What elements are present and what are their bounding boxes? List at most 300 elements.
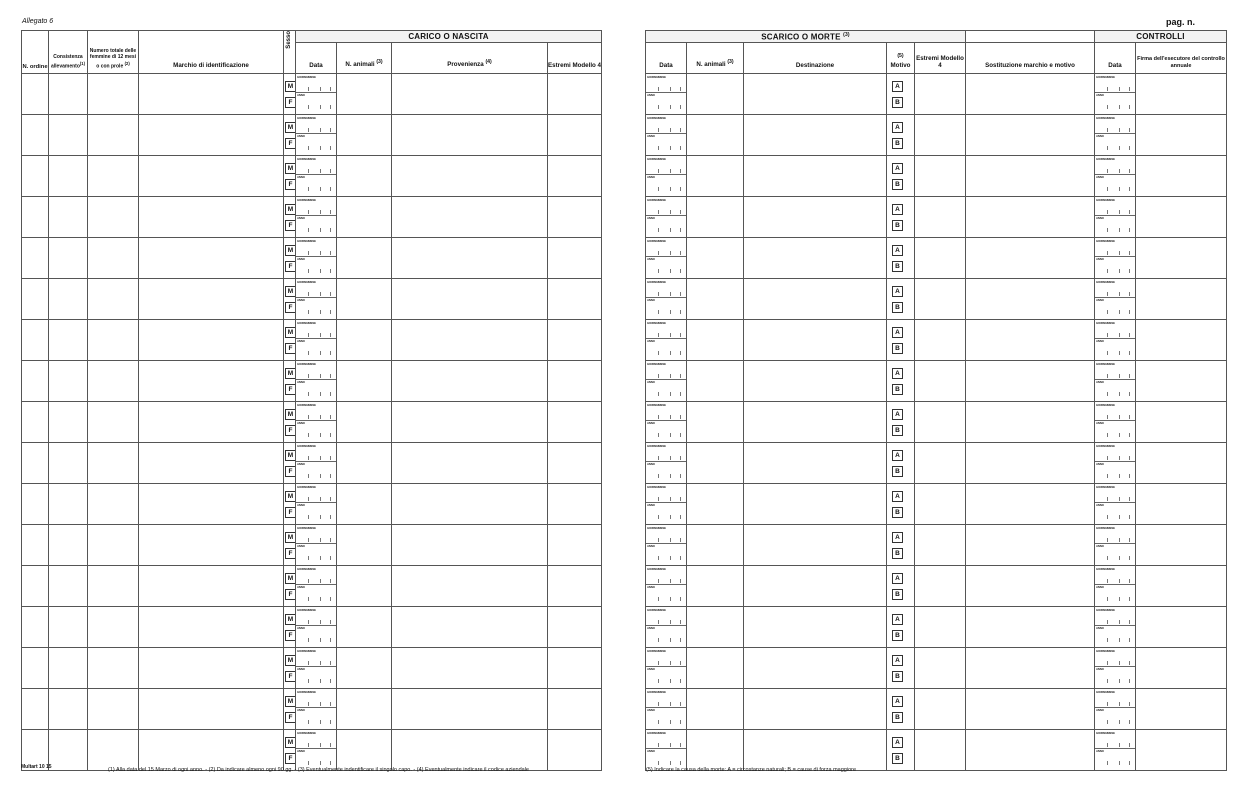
- cell-provenienza[interactable]: [392, 484, 548, 525]
- cell-marchio[interactable]: [139, 566, 284, 607]
- cell-femmine[interactable]: [88, 648, 139, 689]
- cell-firma[interactable]: [1136, 74, 1227, 115]
- cell-destinazione[interactable]: [744, 648, 887, 689]
- cell-controlli-data[interactable]: [1095, 484, 1136, 525]
- sex-f-checkbox[interactable]: F: [285, 671, 296, 682]
- cell-consistenza[interactable]: [49, 197, 88, 238]
- cell-consistenza[interactable]: [49, 730, 88, 771]
- cell-r-n-animali[interactable]: [687, 730, 744, 771]
- sex-f-checkbox[interactable]: F: [285, 220, 296, 231]
- cell-consistenza[interactable]: [49, 566, 88, 607]
- cell-femmine[interactable]: [88, 74, 139, 115]
- sex-m-checkbox[interactable]: M: [285, 81, 296, 92]
- cell-r-estremi[interactable]: [915, 484, 966, 525]
- sex-f-checkbox[interactable]: F: [285, 384, 296, 395]
- cell-consistenza[interactable]: [49, 361, 88, 402]
- cell-estremi[interactable]: [548, 279, 602, 320]
- cell-firma[interactable]: [1136, 361, 1227, 402]
- cell-r-n-animali[interactable]: [687, 238, 744, 279]
- cell-n-animali[interactable]: [337, 730, 392, 771]
- cell-data[interactable]: [296, 730, 337, 771]
- cell-n-ordine[interactable]: [22, 443, 49, 484]
- sex-f-checkbox[interactable]: F: [285, 179, 296, 190]
- cell-r-estremi[interactable]: [915, 566, 966, 607]
- cell-marchio[interactable]: [139, 607, 284, 648]
- cell-firma[interactable]: [1136, 443, 1227, 484]
- cell-destinazione[interactable]: [744, 279, 887, 320]
- cell-r-data[interactable]: [646, 320, 687, 361]
- cell-r-n-animali[interactable]: [687, 525, 744, 566]
- cell-n-ordine[interactable]: [22, 197, 49, 238]
- cell-n-ordine[interactable]: [22, 484, 49, 525]
- sex-f-checkbox[interactable]: F: [285, 507, 296, 518]
- cell-n-animali[interactable]: [337, 238, 392, 279]
- cell-data[interactable]: [296, 689, 337, 730]
- cell-femmine[interactable]: [88, 279, 139, 320]
- cell-consistenza[interactable]: [49, 648, 88, 689]
- cell-n-ordine[interactable]: [22, 525, 49, 566]
- cell-provenienza[interactable]: [392, 443, 548, 484]
- sex-m-checkbox[interactable]: M: [285, 368, 296, 379]
- cell-r-data[interactable]: [646, 566, 687, 607]
- sex-f-checkbox[interactable]: F: [285, 712, 296, 723]
- cell-firma[interactable]: [1136, 115, 1227, 156]
- motivo-b-checkbox[interactable]: B: [892, 179, 903, 190]
- cell-sostituzione[interactable]: [966, 443, 1095, 484]
- cell-r-data[interactable]: [646, 156, 687, 197]
- cell-consistenza[interactable]: [49, 484, 88, 525]
- cell-data[interactable]: [296, 74, 337, 115]
- cell-data[interactable]: [296, 361, 337, 402]
- motivo-b-checkbox[interactable]: B: [892, 753, 903, 764]
- cell-n-ordine[interactable]: [22, 566, 49, 607]
- cell-estremi[interactable]: [548, 607, 602, 648]
- cell-estremi[interactable]: [548, 361, 602, 402]
- cell-r-n-animali[interactable]: [687, 156, 744, 197]
- cell-n-animali[interactable]: [337, 361, 392, 402]
- cell-r-data[interactable]: [646, 361, 687, 402]
- cell-estremi[interactable]: [548, 115, 602, 156]
- cell-provenienza[interactable]: [392, 74, 548, 115]
- cell-n-animali[interactable]: [337, 74, 392, 115]
- cell-sostituzione[interactable]: [966, 279, 1095, 320]
- cell-r-n-animali[interactable]: [687, 484, 744, 525]
- cell-sostituzione[interactable]: [966, 689, 1095, 730]
- cell-r-n-animali[interactable]: [687, 197, 744, 238]
- cell-marchio[interactable]: [139, 279, 284, 320]
- sex-m-checkbox[interactable]: M: [285, 327, 296, 338]
- motivo-b-checkbox[interactable]: B: [892, 302, 903, 313]
- sex-f-checkbox[interactable]: F: [285, 466, 296, 477]
- motivo-a-checkbox[interactable]: A: [892, 655, 903, 666]
- cell-controlli-data[interactable]: [1095, 730, 1136, 771]
- cell-sostituzione[interactable]: [966, 484, 1095, 525]
- cell-firma[interactable]: [1136, 525, 1227, 566]
- cell-destinazione[interactable]: [744, 607, 887, 648]
- cell-femmine[interactable]: [88, 156, 139, 197]
- sex-m-checkbox[interactable]: M: [285, 614, 296, 625]
- cell-r-n-animali[interactable]: [687, 361, 744, 402]
- cell-provenienza[interactable]: [392, 525, 548, 566]
- cell-data[interactable]: [296, 156, 337, 197]
- cell-data[interactable]: [296, 197, 337, 238]
- motivo-a-checkbox[interactable]: A: [892, 614, 903, 625]
- cell-marchio[interactable]: [139, 402, 284, 443]
- cell-sostituzione[interactable]: [966, 361, 1095, 402]
- motivo-a-checkbox[interactable]: A: [892, 532, 903, 543]
- motivo-a-checkbox[interactable]: A: [892, 163, 903, 174]
- cell-estremi[interactable]: [548, 484, 602, 525]
- cell-firma[interactable]: [1136, 402, 1227, 443]
- cell-femmine[interactable]: [88, 607, 139, 648]
- cell-n-animali[interactable]: [337, 607, 392, 648]
- sex-f-checkbox[interactable]: F: [285, 630, 296, 641]
- cell-provenienza[interactable]: [392, 361, 548, 402]
- motivo-a-checkbox[interactable]: A: [892, 204, 903, 215]
- sex-m-checkbox[interactable]: M: [285, 286, 296, 297]
- cell-sostituzione[interactable]: [966, 566, 1095, 607]
- cell-destinazione[interactable]: [744, 238, 887, 279]
- cell-r-estremi[interactable]: [915, 402, 966, 443]
- cell-controlli-data[interactable]: [1095, 689, 1136, 730]
- cell-sostituzione[interactable]: [966, 197, 1095, 238]
- motivo-a-checkbox[interactable]: A: [892, 245, 903, 256]
- cell-n-animali[interactable]: [337, 279, 392, 320]
- sex-m-checkbox[interactable]: M: [285, 655, 296, 666]
- cell-marchio[interactable]: [139, 730, 284, 771]
- motivo-a-checkbox[interactable]: A: [892, 327, 903, 338]
- cell-firma[interactable]: [1136, 648, 1227, 689]
- cell-r-n-animali[interactable]: [687, 689, 744, 730]
- motivo-b-checkbox[interactable]: B: [892, 671, 903, 682]
- cell-marchio[interactable]: [139, 443, 284, 484]
- cell-n-ordine[interactable]: [22, 402, 49, 443]
- cell-r-data[interactable]: [646, 689, 687, 730]
- cell-consistenza[interactable]: [49, 607, 88, 648]
- cell-destinazione[interactable]: [744, 730, 887, 771]
- cell-consistenza[interactable]: [49, 689, 88, 730]
- sex-m-checkbox[interactable]: M: [285, 409, 296, 420]
- cell-r-data[interactable]: [646, 525, 687, 566]
- cell-estremi[interactable]: [548, 730, 602, 771]
- cell-r-estremi[interactable]: [915, 156, 966, 197]
- cell-controlli-data[interactable]: [1095, 197, 1136, 238]
- cell-destinazione[interactable]: [744, 484, 887, 525]
- cell-destinazione[interactable]: [744, 566, 887, 607]
- cell-femmine[interactable]: [88, 525, 139, 566]
- cell-r-estremi[interactable]: [915, 525, 966, 566]
- motivo-a-checkbox[interactable]: A: [892, 737, 903, 748]
- cell-destinazione[interactable]: [744, 74, 887, 115]
- cell-r-data[interactable]: [646, 279, 687, 320]
- cell-r-n-animali[interactable]: [687, 279, 744, 320]
- cell-r-n-animali[interactable]: [687, 607, 744, 648]
- cell-destinazione[interactable]: [744, 443, 887, 484]
- motivo-b-checkbox[interactable]: B: [892, 97, 903, 108]
- cell-controlli-data[interactable]: [1095, 402, 1136, 443]
- sex-f-checkbox[interactable]: F: [285, 425, 296, 436]
- cell-firma[interactable]: [1136, 279, 1227, 320]
- cell-data[interactable]: [296, 484, 337, 525]
- cell-r-estremi[interactable]: [915, 730, 966, 771]
- motivo-b-checkbox[interactable]: B: [892, 384, 903, 395]
- cell-provenienza[interactable]: [392, 238, 548, 279]
- cell-sostituzione[interactable]: [966, 238, 1095, 279]
- cell-estremi[interactable]: [548, 402, 602, 443]
- motivo-b-checkbox[interactable]: B: [892, 589, 903, 600]
- motivo-a-checkbox[interactable]: A: [892, 409, 903, 420]
- cell-r-n-animali[interactable]: [687, 115, 744, 156]
- cell-marchio[interactable]: [139, 361, 284, 402]
- cell-controlli-data[interactable]: [1095, 525, 1136, 566]
- motivo-b-checkbox[interactable]: B: [892, 343, 903, 354]
- cell-r-estremi[interactable]: [915, 197, 966, 238]
- cell-r-estremi[interactable]: [915, 443, 966, 484]
- cell-marchio[interactable]: [139, 525, 284, 566]
- cell-r-estremi[interactable]: [915, 238, 966, 279]
- cell-sostituzione[interactable]: [966, 730, 1095, 771]
- cell-controlli-data[interactable]: [1095, 156, 1136, 197]
- cell-destinazione[interactable]: [744, 525, 887, 566]
- cell-provenienza[interactable]: [392, 279, 548, 320]
- cell-controlli-data[interactable]: [1095, 443, 1136, 484]
- sex-m-checkbox[interactable]: M: [285, 696, 296, 707]
- cell-r-data[interactable]: [646, 238, 687, 279]
- cell-estremi[interactable]: [548, 525, 602, 566]
- cell-provenienza[interactable]: [392, 689, 548, 730]
- cell-sostituzione[interactable]: [966, 156, 1095, 197]
- cell-n-ordine[interactable]: [22, 74, 49, 115]
- cell-estremi[interactable]: [548, 238, 602, 279]
- cell-r-data[interactable]: [646, 607, 687, 648]
- cell-consistenza[interactable]: [49, 525, 88, 566]
- motivo-a-checkbox[interactable]: A: [892, 122, 903, 133]
- sex-m-checkbox[interactable]: M: [285, 245, 296, 256]
- cell-provenienza[interactable]: [392, 197, 548, 238]
- motivo-b-checkbox[interactable]: B: [892, 220, 903, 231]
- motivo-a-checkbox[interactable]: A: [892, 286, 903, 297]
- cell-estremi[interactable]: [548, 648, 602, 689]
- cell-marchio[interactable]: [139, 156, 284, 197]
- cell-firma[interactable]: [1136, 320, 1227, 361]
- cell-controlli-data[interactable]: [1095, 115, 1136, 156]
- cell-destinazione[interactable]: [744, 402, 887, 443]
- cell-marchio[interactable]: [139, 115, 284, 156]
- cell-n-animali[interactable]: [337, 689, 392, 730]
- cell-destinazione[interactable]: [744, 689, 887, 730]
- cell-firma[interactable]: [1136, 156, 1227, 197]
- cell-controlli-data[interactable]: [1095, 607, 1136, 648]
- cell-femmine[interactable]: [88, 320, 139, 361]
- cell-data[interactable]: [296, 320, 337, 361]
- motivo-b-checkbox[interactable]: B: [892, 138, 903, 149]
- cell-provenienza[interactable]: [392, 566, 548, 607]
- cell-firma[interactable]: [1136, 238, 1227, 279]
- cell-provenienza[interactable]: [392, 648, 548, 689]
- sex-m-checkbox[interactable]: M: [285, 573, 296, 584]
- cell-data[interactable]: [296, 566, 337, 607]
- cell-controlli-data[interactable]: [1095, 566, 1136, 607]
- cell-consistenza[interactable]: [49, 443, 88, 484]
- motivo-a-checkbox[interactable]: A: [892, 491, 903, 502]
- cell-provenienza[interactable]: [392, 730, 548, 771]
- cell-n-animali[interactable]: [337, 156, 392, 197]
- cell-marchio[interactable]: [139, 197, 284, 238]
- cell-consistenza[interactable]: [49, 74, 88, 115]
- motivo-b-checkbox[interactable]: B: [892, 425, 903, 436]
- motivo-b-checkbox[interactable]: B: [892, 261, 903, 272]
- cell-estremi[interactable]: [548, 566, 602, 607]
- cell-r-data[interactable]: [646, 74, 687, 115]
- cell-controlli-data[interactable]: [1095, 361, 1136, 402]
- sex-f-checkbox[interactable]: F: [285, 753, 296, 764]
- motivo-a-checkbox[interactable]: A: [892, 81, 903, 92]
- cell-femmine[interactable]: [88, 238, 139, 279]
- cell-marchio[interactable]: [139, 689, 284, 730]
- cell-destinazione[interactable]: [744, 115, 887, 156]
- cell-n-ordine[interactable]: [22, 279, 49, 320]
- cell-r-n-animali[interactable]: [687, 402, 744, 443]
- motivo-a-checkbox[interactable]: A: [892, 696, 903, 707]
- sex-m-checkbox[interactable]: M: [285, 122, 296, 133]
- cell-sostituzione[interactable]: [966, 525, 1095, 566]
- cell-r-data[interactable]: [646, 115, 687, 156]
- cell-sostituzione[interactable]: [966, 115, 1095, 156]
- cell-controlli-data[interactable]: [1095, 648, 1136, 689]
- cell-controlli-data[interactable]: [1095, 238, 1136, 279]
- cell-marchio[interactable]: [139, 484, 284, 525]
- cell-firma[interactable]: [1136, 197, 1227, 238]
- cell-n-ordine[interactable]: [22, 320, 49, 361]
- cell-n-ordine[interactable]: [22, 156, 49, 197]
- cell-firma[interactable]: [1136, 689, 1227, 730]
- cell-estremi[interactable]: [548, 74, 602, 115]
- cell-estremi[interactable]: [548, 689, 602, 730]
- cell-r-data[interactable]: [646, 443, 687, 484]
- cell-r-estremi[interactable]: [915, 115, 966, 156]
- cell-n-animali[interactable]: [337, 197, 392, 238]
- cell-consistenza[interactable]: [49, 279, 88, 320]
- cell-consistenza[interactable]: [49, 402, 88, 443]
- cell-r-estremi[interactable]: [915, 320, 966, 361]
- cell-destinazione[interactable]: [744, 197, 887, 238]
- cell-sostituzione[interactable]: [966, 607, 1095, 648]
- cell-provenienza[interactable]: [392, 607, 548, 648]
- motivo-b-checkbox[interactable]: B: [892, 466, 903, 477]
- cell-femmine[interactable]: [88, 689, 139, 730]
- cell-n-animali[interactable]: [337, 115, 392, 156]
- cell-controlli-data[interactable]: [1095, 279, 1136, 320]
- cell-provenienza[interactable]: [392, 156, 548, 197]
- cell-sostituzione[interactable]: [966, 320, 1095, 361]
- cell-n-animali[interactable]: [337, 320, 392, 361]
- cell-sostituzione[interactable]: [966, 74, 1095, 115]
- cell-r-data[interactable]: [646, 648, 687, 689]
- cell-estremi[interactable]: [548, 320, 602, 361]
- cell-femmine[interactable]: [88, 361, 139, 402]
- cell-r-estremi[interactable]: [915, 648, 966, 689]
- sex-m-checkbox[interactable]: M: [285, 204, 296, 215]
- cell-femmine[interactable]: [88, 484, 139, 525]
- sex-f-checkbox[interactable]: F: [285, 261, 296, 272]
- cell-data[interactable]: [296, 648, 337, 689]
- sex-m-checkbox[interactable]: M: [285, 532, 296, 543]
- cell-data[interactable]: [296, 443, 337, 484]
- motivo-b-checkbox[interactable]: B: [892, 630, 903, 641]
- cell-n-animali[interactable]: [337, 566, 392, 607]
- cell-firma[interactable]: [1136, 484, 1227, 525]
- cell-femmine[interactable]: [88, 115, 139, 156]
- cell-estremi[interactable]: [548, 197, 602, 238]
- cell-consistenza[interactable]: [49, 115, 88, 156]
- cell-r-data[interactable]: [646, 402, 687, 443]
- sex-f-checkbox[interactable]: F: [285, 302, 296, 313]
- sex-m-checkbox[interactable]: M: [285, 491, 296, 502]
- cell-data[interactable]: [296, 279, 337, 320]
- cell-r-n-animali[interactable]: [687, 443, 744, 484]
- cell-n-ordine[interactable]: [22, 607, 49, 648]
- cell-provenienza[interactable]: [392, 115, 548, 156]
- cell-marchio[interactable]: [139, 648, 284, 689]
- cell-data[interactable]: [296, 238, 337, 279]
- cell-r-data[interactable]: [646, 484, 687, 525]
- sex-f-checkbox[interactable]: F: [285, 97, 296, 108]
- cell-provenienza[interactable]: [392, 402, 548, 443]
- cell-n-ordine[interactable]: [22, 648, 49, 689]
- cell-provenienza[interactable]: [392, 320, 548, 361]
- cell-r-n-animali[interactable]: [687, 648, 744, 689]
- cell-firma[interactable]: [1136, 566, 1227, 607]
- cell-marchio[interactable]: [139, 238, 284, 279]
- sex-f-checkbox[interactable]: F: [285, 343, 296, 354]
- cell-n-ordine[interactable]: [22, 115, 49, 156]
- cell-destinazione[interactable]: [744, 320, 887, 361]
- cell-destinazione[interactable]: [744, 361, 887, 402]
- cell-firma[interactable]: [1136, 607, 1227, 648]
- cell-n-animali[interactable]: [337, 443, 392, 484]
- cell-marchio[interactable]: [139, 320, 284, 361]
- cell-r-estremi[interactable]: [915, 279, 966, 320]
- cell-femmine[interactable]: [88, 402, 139, 443]
- cell-femmine[interactable]: [88, 566, 139, 607]
- cell-n-animali[interactable]: [337, 484, 392, 525]
- motivo-b-checkbox[interactable]: B: [892, 548, 903, 559]
- cell-femmine[interactable]: [88, 197, 139, 238]
- sex-m-checkbox[interactable]: M: [285, 450, 296, 461]
- motivo-a-checkbox[interactable]: A: [892, 573, 903, 584]
- cell-femmine[interactable]: [88, 443, 139, 484]
- cell-r-n-animali[interactable]: [687, 320, 744, 361]
- sex-f-checkbox[interactable]: F: [285, 548, 296, 559]
- cell-consistenza[interactable]: [49, 238, 88, 279]
- cell-firma[interactable]: [1136, 730, 1227, 771]
- cell-r-estremi[interactable]: [915, 607, 966, 648]
- cell-destinazione[interactable]: [744, 156, 887, 197]
- cell-data[interactable]: [296, 115, 337, 156]
- cell-consistenza[interactable]: [49, 320, 88, 361]
- cell-sostituzione[interactable]: [966, 648, 1095, 689]
- cell-controlli-data[interactable]: [1095, 320, 1136, 361]
- sex-m-checkbox[interactable]: M: [285, 163, 296, 174]
- sex-m-checkbox[interactable]: M: [285, 737, 296, 748]
- cell-r-data[interactable]: [646, 730, 687, 771]
- cell-femmine[interactable]: [88, 730, 139, 771]
- cell-n-animali[interactable]: [337, 525, 392, 566]
- cell-estremi[interactable]: [548, 156, 602, 197]
- sex-f-checkbox[interactable]: F: [285, 589, 296, 600]
- cell-n-ordine[interactable]: [22, 238, 49, 279]
- sex-f-checkbox[interactable]: F: [285, 138, 296, 149]
